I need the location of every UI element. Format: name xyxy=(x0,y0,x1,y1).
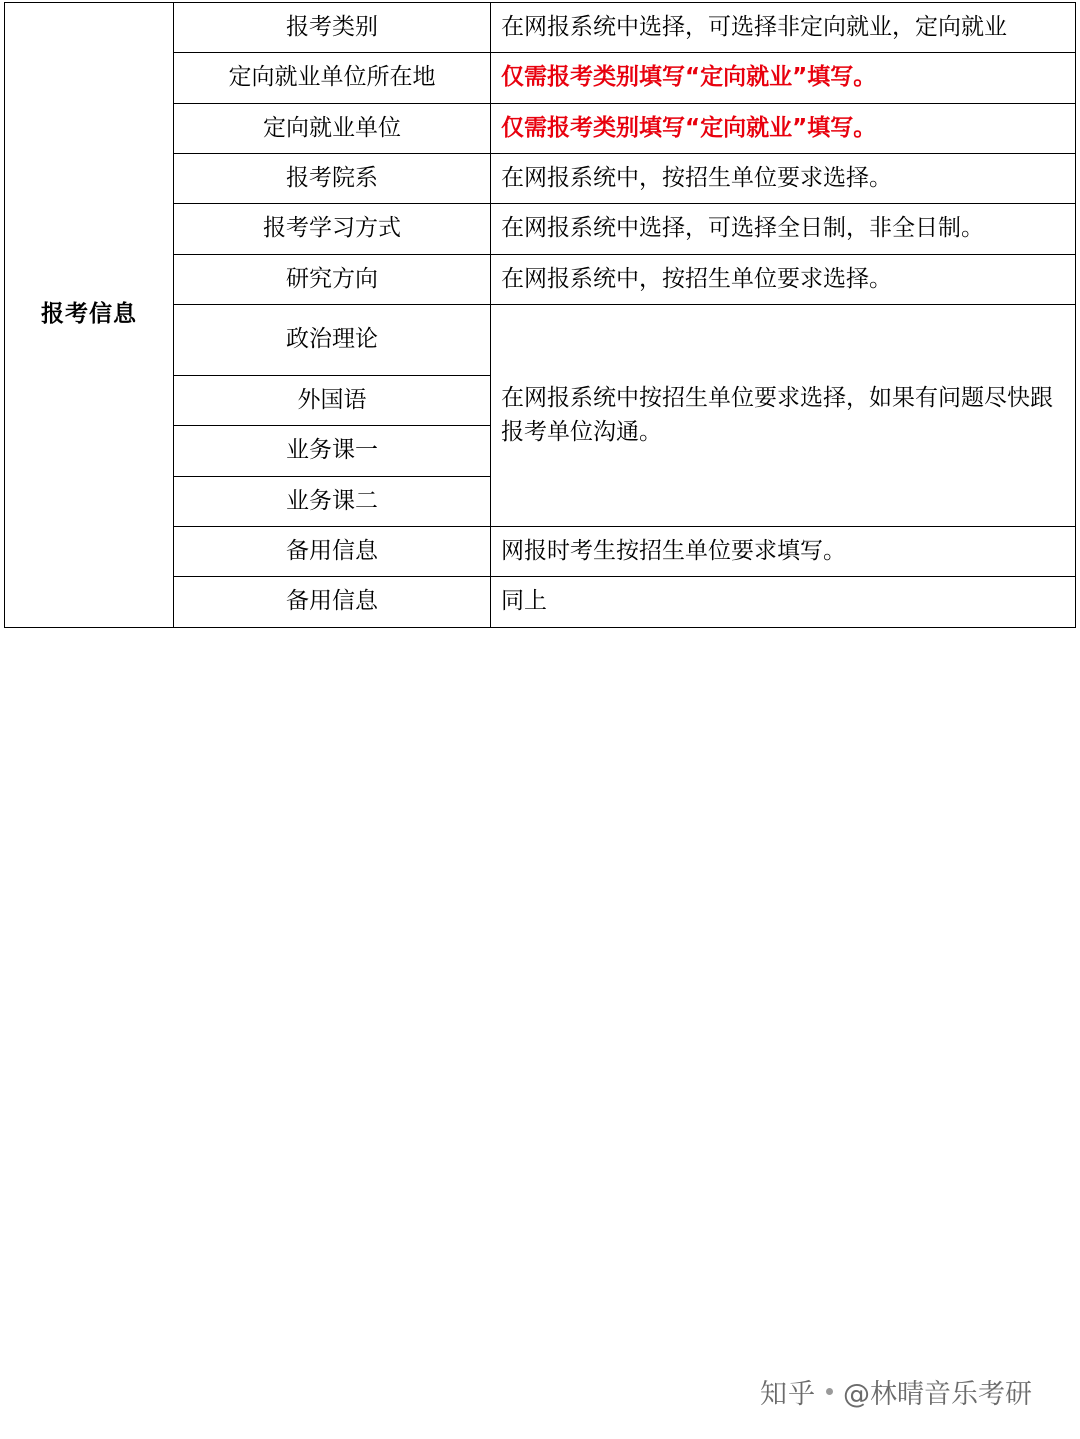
row-label: 业务课二 xyxy=(174,476,491,526)
row-label: 研究方向 xyxy=(174,254,491,304)
row-label: 定向就业单位 xyxy=(174,103,491,153)
row-label: 备用信息 xyxy=(174,577,491,627)
table-row xyxy=(5,3,1076,53)
watermark xyxy=(760,1372,1032,1411)
row-value: 仅需报考类别填写“定向就业”填写。 xyxy=(491,53,1076,103)
merged-row-value: 在网报系统中按招生单位要求选择，如果有问题尽快跟报考单位沟通。 xyxy=(491,305,1076,527)
row-label: 报考类别 xyxy=(174,3,491,53)
watermark-handle: @林晴音乐考研 xyxy=(843,1379,1032,1410)
row-label: 报考院系 xyxy=(174,154,491,204)
row-value: 在网报系统中，按招生单位要求选择。 xyxy=(491,254,1076,304)
row-label: 报考学习方式 xyxy=(174,204,491,254)
row-value: 网报时考生按招生单位要求填写。 xyxy=(491,527,1076,577)
row-value: 同上 xyxy=(491,577,1076,627)
row-label: 外国语 xyxy=(174,376,491,426)
row-label: 定向就业单位所在地 xyxy=(174,53,491,103)
row-value: 在网报系统中，按招生单位要求选择。 xyxy=(491,154,1076,204)
row-label: 备用信息 xyxy=(174,527,491,577)
row-label: 政治理论 xyxy=(174,305,491,376)
row-value: 仅需报考类别填写“定向就业”填写。 xyxy=(491,103,1076,153)
group-label-cell: 报考信息 xyxy=(5,3,174,628)
zhihu-logo-icon: 知乎 xyxy=(760,1379,816,1410)
application-info-table xyxy=(4,2,1076,628)
row-value: 在网报系统中选择，可选择非定向就业，定向就业 xyxy=(491,3,1076,53)
row-value: 在网报系统中选择，可选择全日制，非全日制。 xyxy=(491,204,1076,254)
row-label: 业务课一 xyxy=(174,426,491,476)
separator-dot-icon xyxy=(826,1388,833,1395)
